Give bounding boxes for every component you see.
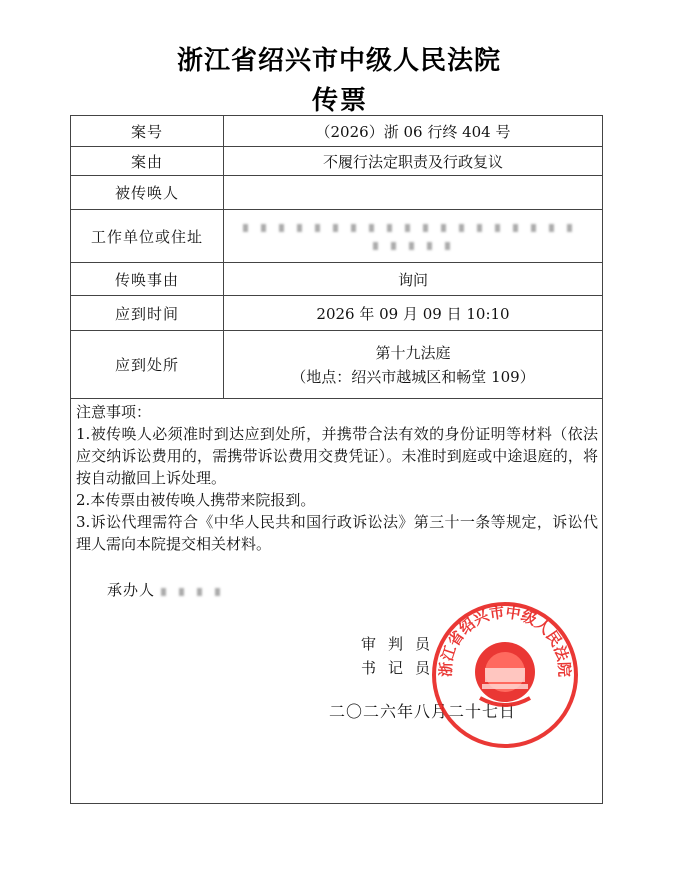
undertaker-label: 承办人 [107, 581, 156, 599]
address-label: 工作单位或住址 [71, 210, 224, 263]
reason-value: 询问 [224, 263, 603, 296]
redacted-text [373, 242, 453, 250]
reason-label: 传唤事由 [71, 263, 224, 296]
notice-items: 1.被传唤人必须准时到达应到处所，并携带合法有效的身份证明等材料（依法应交纳诉讼费用的，需携带诉讼费用交费凭证）。未准时到庭或中途退庭的，将按自动撤回上诉处理。 2.本传票由被传唤人携带来院报到。 3.诉讼代理需符合《中华人民共和国行政诉讼法》第三十一条等规定，诉讼代理人需向本院提交相关材料。 [76, 425, 598, 553]
summoned-value [224, 176, 603, 210]
place-line1: 第十九法庭 [375, 343, 451, 362]
row-cause [71, 147, 603, 176]
row-case-no [71, 116, 603, 147]
place-label: 应到处所 [71, 331, 224, 399]
national-emblem-icon [475, 642, 535, 705]
notice-title: 注意事项： [76, 403, 152, 421]
court-seal [430, 600, 580, 750]
judge-label: 审判员 [361, 635, 443, 653]
cause-value: 不履行法定职责及行政复议 [224, 147, 603, 176]
row-reason [71, 263, 603, 296]
row-address [71, 210, 603, 263]
clerk-label: 书记员 [361, 659, 443, 677]
court-name: 浙江省绍兴市中级人民法院 [176, 46, 501, 76]
row-summoned [71, 176, 603, 210]
place-value [224, 331, 603, 399]
summoned-label: 被传唤人 [71, 176, 224, 210]
time-label: 应到时间 [71, 296, 224, 331]
place-line2: （地点：绍兴市越城区和畅堂 109） [291, 367, 535, 386]
address-value-redacted [224, 210, 603, 263]
row-time [71, 296, 603, 331]
row-place [71, 331, 603, 399]
document-type: 传票 [312, 86, 369, 116]
undertaker-redacted [161, 588, 221, 596]
svg-text:浙江省绍兴市中级人民法院: 浙江省绍兴市中级人民法院 [436, 603, 574, 678]
time-value: 2026 年 09 月 09 日 10:10 [224, 296, 603, 331]
undertaker [107, 579, 221, 600]
redacted-text [243, 224, 583, 232]
cause-label: 案由 [71, 147, 224, 176]
summons-table [70, 115, 603, 399]
case-no-value: （2026）浙 06 行终 404 号 [224, 116, 603, 147]
issue-date: 二〇二六年八月二十七日 [329, 702, 517, 721]
case-no-label: 案号 [71, 116, 224, 147]
